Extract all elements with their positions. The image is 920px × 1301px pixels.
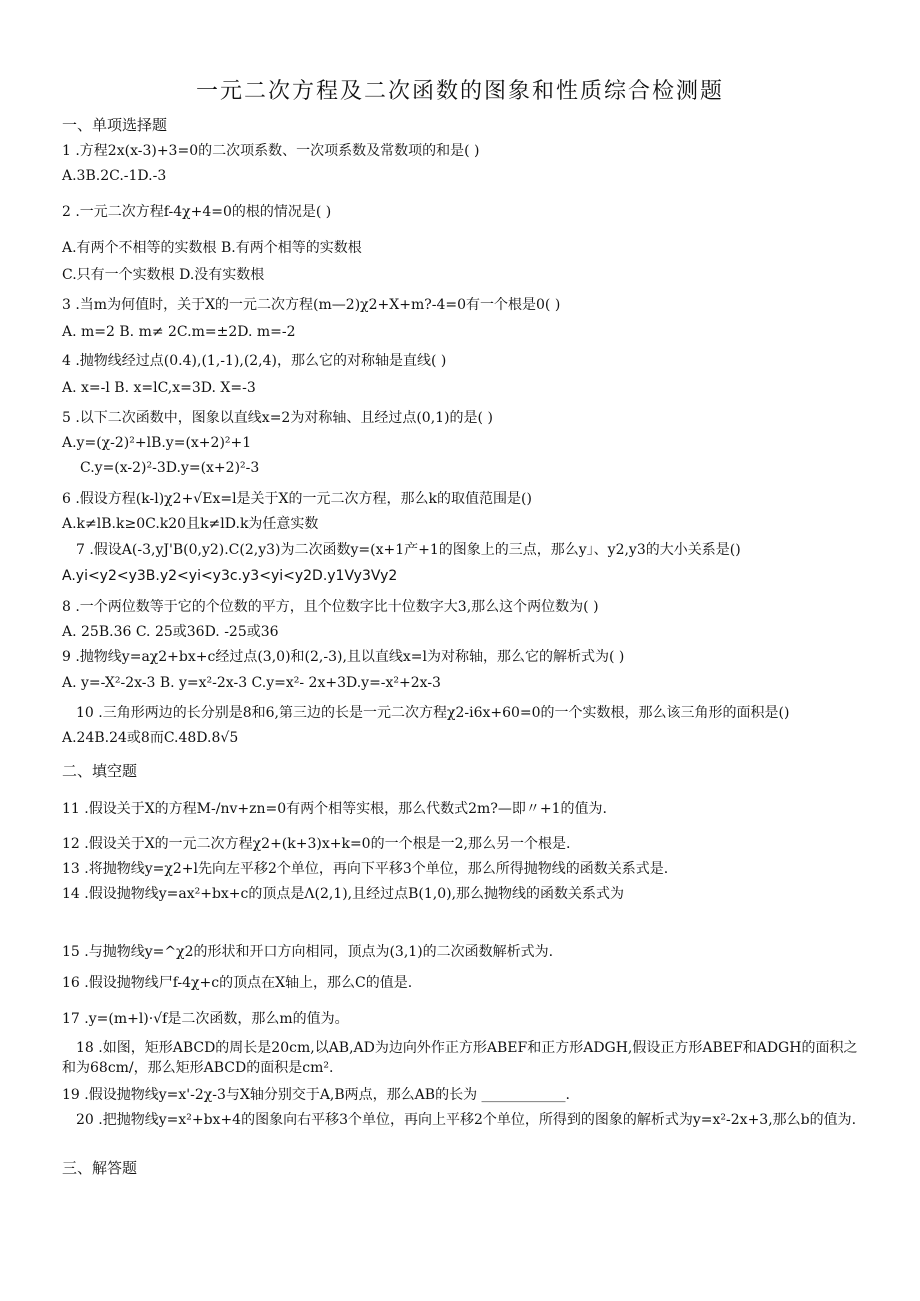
question-2-options-ab: A.有两个不相等的实数根 B.有两个相等的实数根	[62, 240, 362, 256]
question-7-options: A.yi<y2<y3B.y2<yi<y3c.y3<yi<y2D.y1Vy3Vy2	[62, 568, 398, 584]
question-11: 11 .假设关于X的方程M-/nv+zn=0有两个相等实根，那么代数式2m?—即〃+1的值为.	[62, 801, 607, 817]
question-5-options-ab: A.y=(χ-2)²+lB.y=(x+2)²+1	[62, 435, 252, 451]
question-10-options: A.24B.24或8而C.48D.8√5	[62, 730, 239, 746]
question-10: 10 .三角形两边的长分别是8和6,第三边的长是一元二次方程χ2-i6x+60=0的一个实数根，那么该三角形的面积是()	[76, 705, 790, 721]
question-3: 3 .当m为何值时，关于X的一元二次方程(m—2)χ2+X+m?-4=0有一个根是0( )	[62, 297, 561, 313]
question-17: 17 .y=(m+l)·√f是二次函数，那么m的值为。	[62, 1011, 349, 1027]
section-heading-fill: 二、填空题	[62, 762, 138, 780]
question-2-options-cd: C.只有一个实数根 D.没有实数根	[62, 267, 265, 283]
section-heading-answer: 三、解答题	[62, 1159, 138, 1177]
question-1: 1 .方程2x(x-3)+3=0的二次项系数、一次项系数及常数项的和是( )	[62, 143, 480, 159]
question-8-options: A. 25B.36 C. 25或36D. -25或36	[62, 624, 279, 640]
question-15: 15 .与抛物线y=^χ2的形状和开口方向相同，顶点为(3,1)的二次函数解析式为.	[62, 944, 554, 960]
question-4-options: A. x=-l B. x=lC,x=3D. X=-3	[62, 380, 256, 396]
question-4: 4 .抛物线经过点(0.4),(1,-1),(2,4)，那么它的对称轴是直线( )	[62, 353, 447, 369]
question-5-options-cd: C.y=(x-2)²-3D.y=(x+2)²-3	[80, 460, 260, 476]
question-20: 20 .把抛物线y=x²+bx+4的图象向右平移3个单位，再向上平移2个单位，所得到的图象的解析式为y=x²-2x+3,那么b的值为.	[76, 1112, 857, 1128]
page-title: 一元二次方程及二次函数的图象和性质综合检测题	[195, 79, 724, 104]
question-14: 14 .假设抛物线y=ax²+bx+c的顶点是Λ(2,1),且经过点B(1,0),那么抛物线的函数关系式为	[62, 886, 625, 902]
question-8: 8 .一个两位数等于它的个位数的平方，且个位数字比十位数字大3,那么这个两位数为( )	[62, 599, 599, 615]
question-9: 9 .抛物线y=aχ2+bx+c经过点(3,0)和(2,-3),且以直线x=l为对称轴，那么它的解析式为( )	[62, 649, 625, 665]
question-19: 19 .假设抛物线y=x'-2χ-3与X轴分别交于A,B两点，那么AB的长为 ____________.	[62, 1087, 570, 1103]
question-9-options: A. y=-X²-2x-3 B. y=x²-2x-3 C.y=x²- 2x+3D.y=-x²+2x-3	[62, 675, 441, 691]
question-2: 2 .一元二次方程f-4χ+4=0的根的情况是( )	[62, 204, 332, 220]
question-1-options: A.3B.2C.-1D.-3	[62, 168, 167, 184]
question-5: 5 .以下二次函数中，图象以直线x=2为对称轴、且经过点(0,1)的是( )	[62, 410, 493, 426]
question-6: 6 .假设方程(k-l)χ2+√Ex=l是关于X的一元二次方程，那么k的取值范围是()	[62, 491, 532, 507]
question-13: 13 .将抛物线y=χ2+l先向左平移2个单位，再向下平移3个单位，那么所得抛物线的函数关系式是.	[62, 861, 669, 877]
question-3-options: A. m=2 B. m≠ 2C.m=±2D. m=-2	[62, 324, 296, 340]
question-12: 12 .假设关于X的一元二次方程χ2+(k+3)x+k=0的一个根是一2,那么另一个根是.	[62, 836, 571, 852]
question-18: 18 .如图，矩形ABCD的周长是20cm,以AB,AD为边向外作正方形ABEF和正方形ADGH,假设正方形ABEF和ADGH的面积之和为68cm/，那么矩形ABCD的面积是cm².	[62, 1040, 858, 1076]
question-6-options: A.k≠lB.k≥0C.k20且k≠lD.k为任意实数	[62, 516, 319, 532]
question-16: 16 .假设抛物线尸f-4χ+c的顶点在X轴上，那么C的值是.	[62, 975, 413, 991]
question-7: 7 .假设A(-3,yJ'B(0,y2).C(2,y3)为二次函数y=(x+1产+1的图象上的三点，那么y」、y2,y3的大小关系是()	[76, 542, 741, 558]
section-heading-choice: 一、单项选择题	[62, 116, 168, 134]
